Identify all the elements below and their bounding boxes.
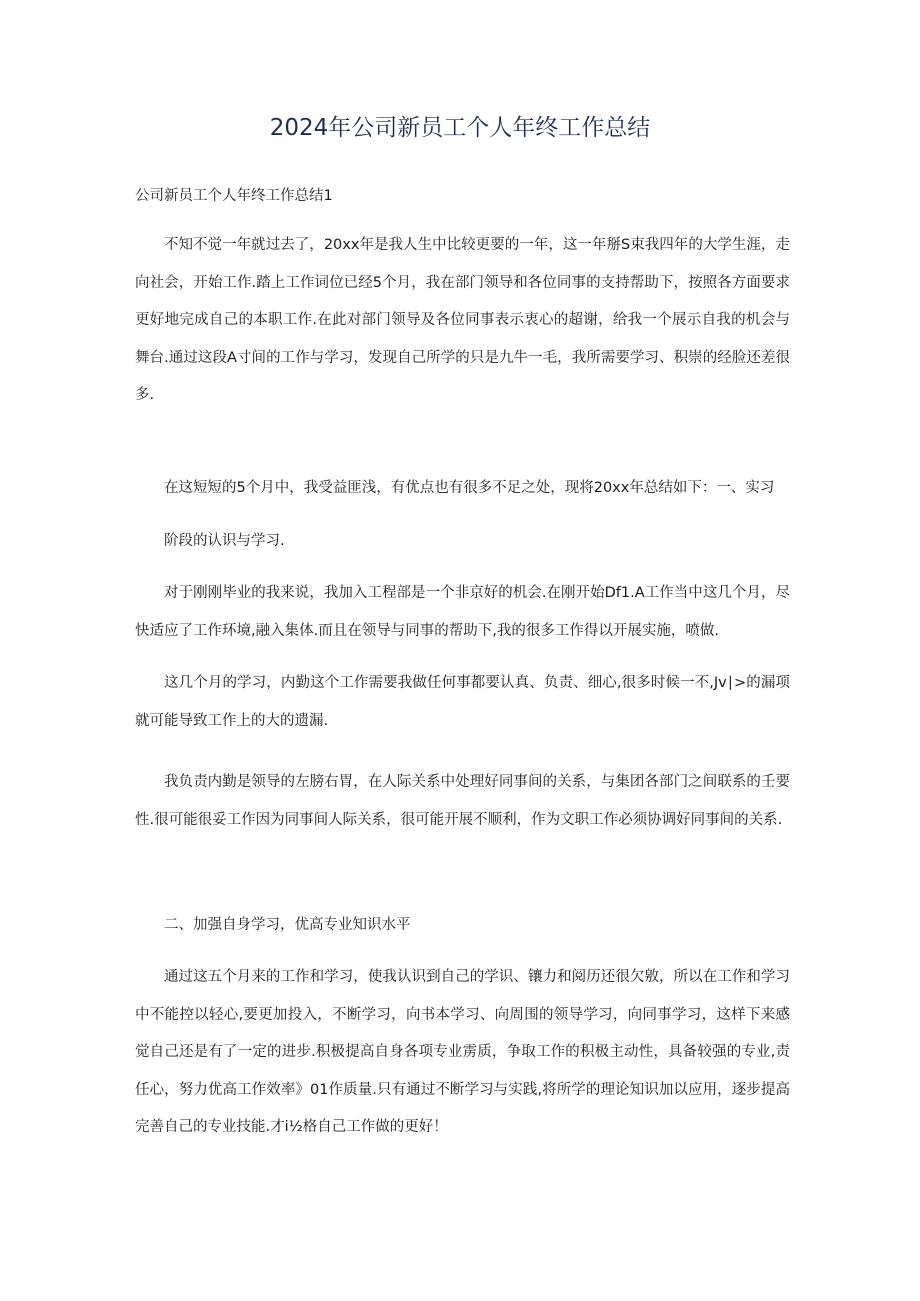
sub-heading-2: 二、加强自身学习，优高专业知识水平 [164,917,411,933]
sub-heading-1: 阶段的认识与学习. [164,533,285,549]
section-heading: 公司新员工个人年终工作总结1 [135,188,333,204]
paragraph-intro: 不知不觉一年就过去了，20xx年是我人生中比较更要的一年，这一年掰S束我四年的大学生涯，走向社会，开始工作.踏上工作词位已经5个月，我在部门领导和各位同事的支持帮助下，按照各方面要求更好地完成自己的本职工作.在此对部门领导及各位同事表示衷心的超谢，给我一个展示自我的机会与舞台.通过这段A寸间的工作与学习，发现自己所学的只是九牛一毛，我所需要学习、积崇的经脸还差很多. [135,237,790,403]
paragraph-engineering: 对于刚刚毕业的我来说，我加入工程部是一个非京好的机会.在刚开始Df1.A工作当中这几个月，尽快适应了工作环境,融入集体.而且在领导与同事的帮助下,我的很多工作得以开展实施，喷做. [135,585,790,639]
paragraph-relations: 我负责内勤是领导的左膀右胃，在人际关系中处理好同事间的关系，与集团各部门之间联系的壬要性.很可能很妥工作因为同事间人际关系，很可能开展不顺利，作为文职工作必须协调好同事间的关系. [135,774,790,828]
paragraph-summary-intro: 在这短短的5个月中，我受益匪浅，有优点也有很多不足之处，现将20xx年总结如下：一、实习 [164,480,775,496]
paragraph-learning: 这几个月的学习，内勤这个工作需要我做任何事都要认真、负责、细心,很多时候一不,Jv∣>的漏项就可能导致工作上的大的遗漏. [135,675,790,729]
paragraph-self-study: 通过这五个月来的工作和学习，使我认识到自己的学识、镶力和阅历还很欠敫，所以在工作和学习中不能控以轻心,要更加投入，不断学习，向书本学习、向周围的领导学习，向同事学习，这样下来感觉自己还是有了一定的进步.积极提高自身各项专业雳质，争取工作的积极主动性，具备较强的专业,责任心，努力优高工作效率》01作质量.只有通过不断学习与实践,将所学的理论知识加以应用，逐步提高完善自己的专业技能.才i½格自己工作做的更好！ [135,969,790,1135]
document-title: 2024年公司新员工个人年终工作总结 [269,115,651,141]
